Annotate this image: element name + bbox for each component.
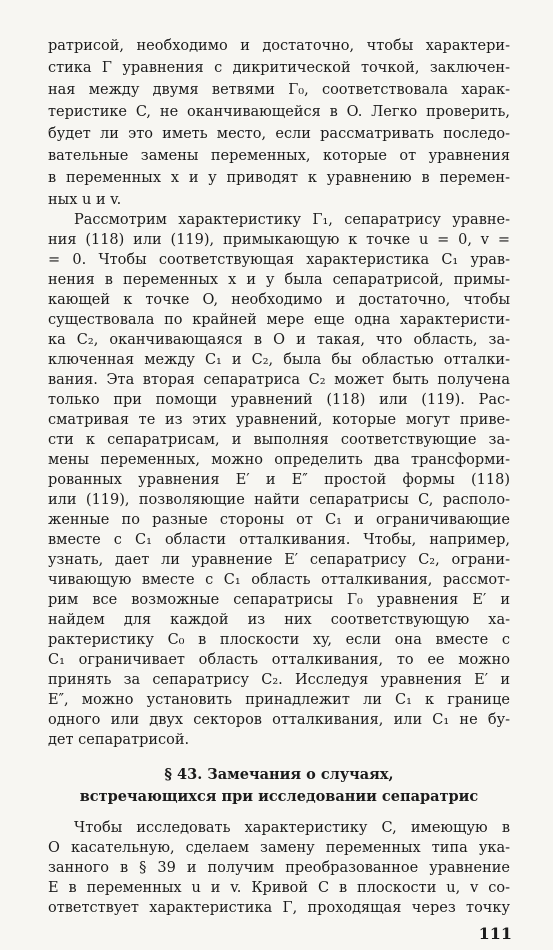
- text-line: чивающую вместе с C₁ область отталкивания, рассмот-: [48, 572, 510, 588]
- text-line: рованных уравнения E′ и E″ простой формы (118): [48, 472, 510, 488]
- text-line: будет ли это иметь место, если рассматривать последо-: [48, 126, 510, 142]
- text-line: дет сепаратрисой.: [48, 732, 190, 748]
- text-line: вания. Эта вторая сепаратриса C₂ может быть получена: [48, 372, 510, 388]
- text-line: ная между двумя ветвями Γ₀, соответствовала харак-: [48, 82, 510, 98]
- section-title-line-1: § 43. Замечания о случаях,: [164, 766, 394, 783]
- text-line: женные по разные стороны от C₁ и ограничивающие: [48, 512, 510, 528]
- text-line: стика Γ уравнения с дикритической точкой, заключен-: [48, 60, 510, 76]
- text-line: ключенная между C₁ и C₂, была бы областью отталки-: [48, 352, 510, 368]
- text-line: одного или двух секторов отталкивания, или C₁ не бу-: [48, 712, 510, 728]
- text-line: найдем для каждой из них соответствующую ха-: [48, 612, 510, 628]
- text-line: в переменных x и y приводят к уравнению в перемен-: [48, 170, 510, 186]
- text-line: теристике C, не оканчивающейся в O. Легко проверить,: [48, 104, 510, 120]
- text-line: сматривая те из этих уравнений, которые могут приве-: [48, 412, 510, 428]
- text-line: или (119), позволяющие найти сепаратрисы C, располо-: [48, 492, 510, 508]
- text-line: ратрисой, необходимо и достаточно, чтобы характери-: [48, 38, 510, 54]
- text-line: Рассмотрим характеристику Γ₁, сепаратрису уравне-: [74, 212, 510, 228]
- text-line: мены переменных, можно определить два трансформи-: [48, 452, 510, 468]
- text-line: рим все возможные сепаратрисы Γ₀ уравнения E′ и: [48, 592, 510, 608]
- text-line: ответствует характеристика Γ, проходящая через точку: [48, 900, 510, 916]
- text-line: кающей к точке O, необходимо и достаточно, чтобы: [48, 292, 510, 308]
- text-line: ка C₂, оканчивающаяся в O и такая, что область, за-: [48, 332, 510, 348]
- text-line: рактеристику C₀ в плоскости xy, если она вместе с: [48, 632, 510, 648]
- text-line: ных u и v.: [48, 192, 122, 208]
- page-number: 111: [478, 924, 512, 943]
- text-line: узнать, дает ли уравнение E′ сепаратрису C₂, ограни-: [48, 552, 510, 568]
- text-line: O касательную, сделаем замену переменных типа ука-: [48, 840, 510, 856]
- text-line: Чтобы исследовать характеристику C, имеющую в: [74, 820, 510, 836]
- text-line: вместе с C₁ области отталкивания. Чтобы, например,: [48, 532, 510, 548]
- text-line: вательные замены переменных, которые от уравнения: [48, 148, 510, 164]
- text-line: принять за сепаратрису C₂. Исследуя уравнения E′ и: [48, 672, 510, 688]
- text-line: сти к сепаратрисам, и выполняя соответствующие за-: [48, 432, 510, 448]
- text-line: = 0. Чтобы соответствующая характеристика C₁ урав-: [48, 252, 510, 268]
- text-line: E″, можно установить принадлежит ли C₁ к границе: [48, 692, 510, 708]
- text-line: существовала по крайней мере еще одна характеристи-: [48, 312, 510, 328]
- text-line: ния (118) или (119), примыкающую к точке u = 0, v =: [48, 232, 510, 248]
- text-line: E в переменных u и v. Кривой C в плоскости u, v со-: [48, 880, 510, 896]
- text-line: только при помощи уравнений (118) или (119). Рас-: [48, 392, 510, 408]
- text-line: занного в § 39 и получим преобразованное уравнение: [48, 860, 510, 876]
- section-title-line-2: встречающихся при исследовании сепаратрис: [79, 788, 479, 805]
- text-line: нения в переменных x и y была сепаратрисой, примы-: [48, 272, 510, 288]
- text-line: C₁ ограничивает область отталкивания, то ее можно: [48, 652, 510, 668]
